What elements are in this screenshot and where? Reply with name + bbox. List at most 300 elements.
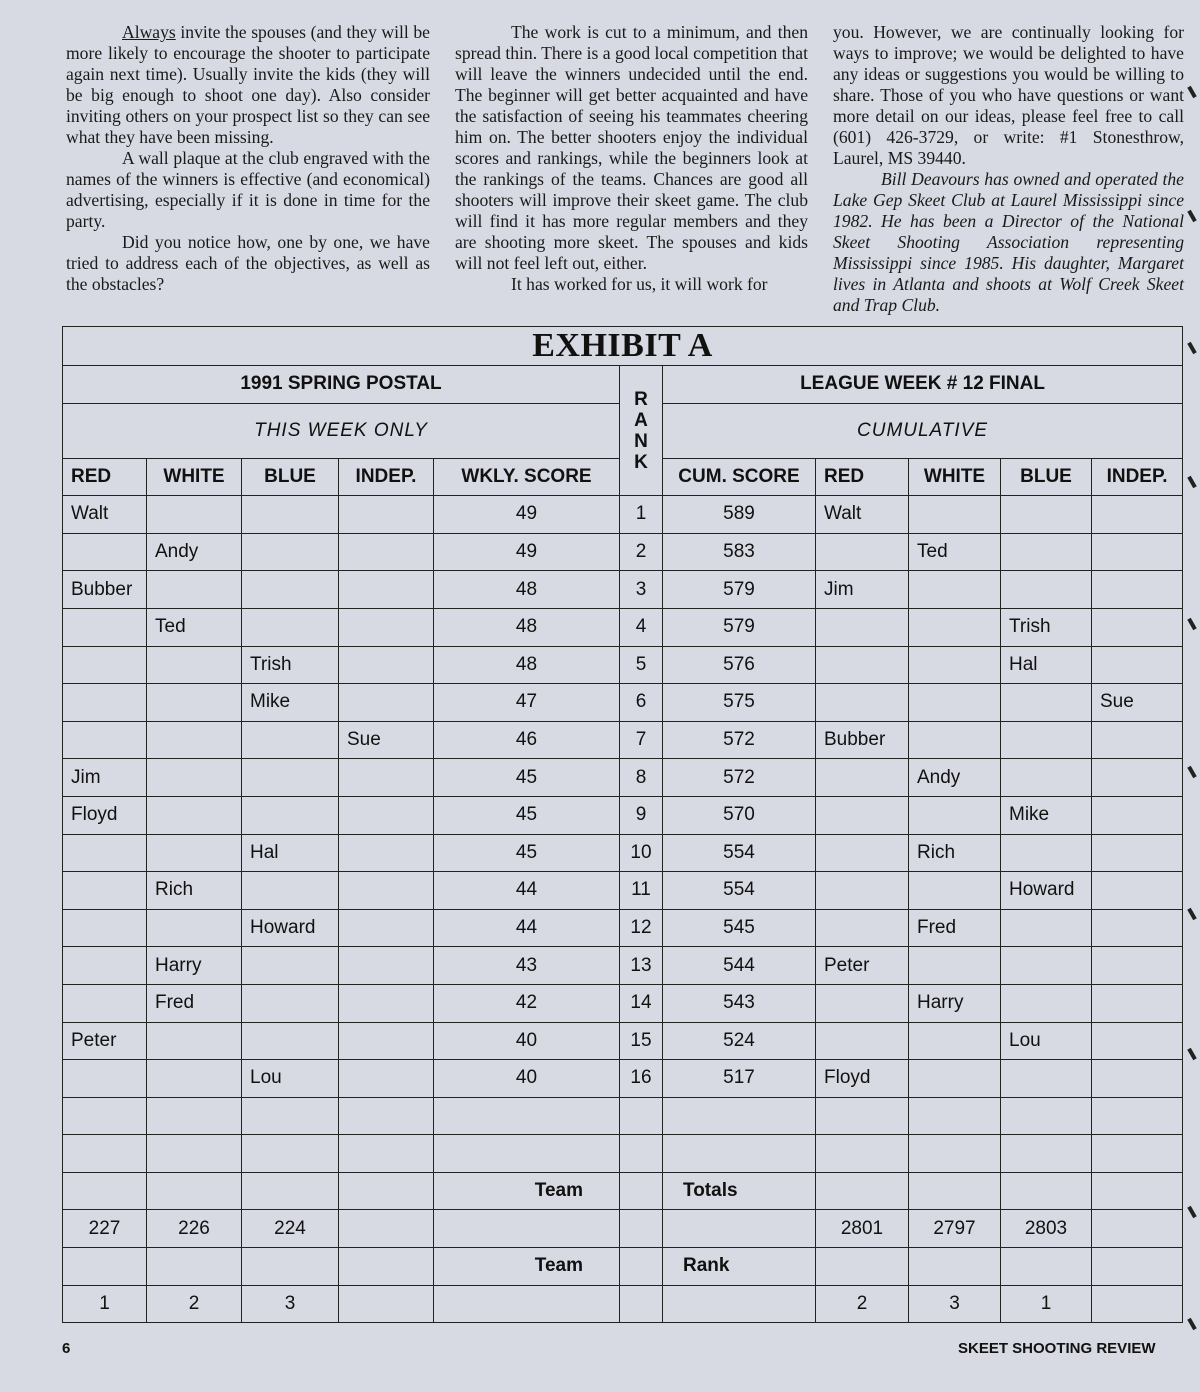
table-cell: Walt: [816, 496, 909, 534]
table-cell: Ted: [147, 608, 242, 646]
table-row: [63, 984, 1183, 1022]
team-value: 1: [1001, 1285, 1092, 1323]
table-cell: [909, 1135, 1001, 1173]
table-cell: [1092, 1285, 1183, 1323]
table-cell: [1001, 834, 1092, 872]
table-cell: [242, 608, 339, 646]
table-cell: [1001, 721, 1092, 759]
table-cell: [63, 1135, 147, 1173]
table-cell: [1092, 872, 1183, 910]
binding-mark: [1187, 1318, 1196, 1330]
table-cell: [1092, 496, 1183, 534]
table-row: [63, 533, 1183, 571]
table-cell: [339, 984, 434, 1022]
table-cell: [339, 1248, 434, 1286]
table-cell: [620, 1248, 663, 1286]
table-cell: [242, 796, 339, 834]
table-cell: [339, 947, 434, 985]
table-cell: [63, 684, 147, 722]
table-cell: Harry: [909, 984, 1001, 1022]
table-cell: [816, 533, 909, 571]
table-cell: [147, 646, 242, 684]
table-cell: Mike: [242, 684, 339, 722]
rank-letter: R: [634, 388, 648, 410]
table-cell: Bubber: [63, 571, 147, 609]
table-row: [63, 684, 1183, 722]
table-cell: Jim: [816, 571, 909, 609]
table-cell: Peter: [63, 1022, 147, 1060]
column-header: WHITE: [909, 458, 1001, 496]
table-cell: 3: [620, 571, 663, 609]
table-cell: Hal: [1001, 646, 1092, 684]
team-label: Team: [434, 1248, 620, 1286]
table-cell: [909, 1060, 1001, 1098]
table-cell: Sue: [1092, 684, 1183, 722]
table-row: [63, 909, 1183, 947]
table-cell: [620, 1135, 663, 1173]
table-cell: 579: [663, 571, 816, 609]
table-cell: [1092, 1248, 1183, 1286]
table-cell: Andy: [909, 759, 1001, 797]
table-cell: Floyd: [816, 1060, 909, 1098]
table-cell: [816, 834, 909, 872]
table-cell: [1092, 1022, 1183, 1060]
table-cell: [663, 1097, 816, 1135]
column-header: BLUE: [1001, 458, 1092, 496]
table-cell: [339, 1097, 434, 1135]
team-value: 224: [242, 1210, 339, 1248]
table-cell: [909, 1248, 1001, 1286]
section-title-row: [63, 366, 1183, 404]
table-cell: 15: [620, 1022, 663, 1060]
table-cell: [339, 834, 434, 872]
table-cell: [147, 759, 242, 797]
binding-mark: [1187, 1048, 1196, 1060]
table-cell: Lou: [1001, 1022, 1092, 1060]
table-cell: [1092, 608, 1183, 646]
page-number: 6: [62, 1340, 71, 1357]
exhibit-title-row: [63, 327, 1183, 366]
table-cell: [434, 1135, 620, 1173]
table-cell: [909, 1022, 1001, 1060]
table-cell: Andy: [147, 533, 242, 571]
table-cell: Floyd: [63, 796, 147, 834]
table-cell: Harry: [147, 947, 242, 985]
table-cell: [1092, 909, 1183, 947]
table-cell: [816, 759, 909, 797]
team-value: 2: [147, 1285, 242, 1323]
table-cell: [1001, 1135, 1092, 1173]
table-cell: [63, 646, 147, 684]
exhibit-table: [62, 326, 1183, 1323]
table-cell: [242, 1248, 339, 1286]
table-cell: [339, 796, 434, 834]
table-cell: [816, 684, 909, 722]
table-row: [63, 646, 1183, 684]
table-cell: [339, 646, 434, 684]
left-subtitle: THIS WEEK ONLY: [63, 403, 620, 458]
article-column-3: [833, 22, 1184, 316]
table-cell: [339, 1135, 434, 1173]
binding-mark: [1187, 618, 1196, 630]
column-header: INDEP.: [1092, 458, 1183, 496]
table-cell: Peter: [816, 947, 909, 985]
table-cell: Mike: [1001, 796, 1092, 834]
table-cell: [1092, 1097, 1183, 1135]
table-row: [63, 1022, 1183, 1060]
table-cell: 554: [663, 834, 816, 872]
table-cell: [63, 947, 147, 985]
table-cell: [816, 872, 909, 910]
team-value: 2: [816, 1285, 909, 1323]
table-cell: [242, 571, 339, 609]
table-cell: [434, 1097, 620, 1135]
table-cell: Howard: [242, 909, 339, 947]
paragraph: A wall plaque at the club engraved with the names of the winners is effective (and economical) advertising, especially if it is done in time for the party.: [66, 148, 430, 231]
binding-mark: [1187, 476, 1196, 488]
table-cell: [1092, 834, 1183, 872]
table-cell: 40: [434, 1022, 620, 1060]
table-cell: [909, 684, 1001, 722]
table-cell: 1: [620, 496, 663, 534]
paragraph: It has worked for us, it will work for: [511, 274, 768, 294]
table-cell: [147, 571, 242, 609]
table-cell: [242, 533, 339, 571]
table-cell: [909, 646, 1001, 684]
table-cell: 44: [434, 872, 620, 910]
table-cell: [1092, 947, 1183, 985]
table-cell: [63, 1097, 147, 1135]
team-totals: [63, 1172, 1183, 1210]
table-cell: 517: [663, 1060, 816, 1098]
table-cell: [242, 496, 339, 534]
table-cell: 45: [434, 796, 620, 834]
table-cell: [434, 1210, 620, 1248]
team-rank-values: [63, 1285, 1183, 1323]
table-cell: [63, 872, 147, 910]
column-header: WKLY. SCORE: [434, 458, 620, 496]
article-column-1: [66, 22, 430, 295]
team-value: 3: [909, 1285, 1001, 1323]
table-cell: [242, 984, 339, 1022]
table-cell: [147, 909, 242, 947]
table-cell: 7: [620, 721, 663, 759]
table-cell: [909, 947, 1001, 985]
table-cell: [339, 684, 434, 722]
table-cell: [147, 1248, 242, 1286]
table-cell: 579: [663, 608, 816, 646]
empty-row: [63, 1097, 1183, 1135]
team-value: 2797: [909, 1210, 1001, 1248]
table-cell: [816, 1135, 909, 1173]
table-cell: [620, 1097, 663, 1135]
table-cell: [339, 759, 434, 797]
table-cell: [63, 1060, 147, 1098]
table-cell: 583: [663, 533, 816, 571]
team-rank-label: Rank: [663, 1248, 816, 1286]
table-cell: [147, 1172, 242, 1210]
team-value: 2801: [816, 1210, 909, 1248]
team-label: Team: [434, 1172, 620, 1210]
table-cell: [816, 1248, 909, 1286]
table-cell: [242, 1135, 339, 1173]
table-cell: [1001, 1060, 1092, 1098]
table-cell: 4: [620, 608, 663, 646]
table-cell: [1092, 759, 1183, 797]
table-cell: 48: [434, 608, 620, 646]
binding-mark: [1187, 1206, 1196, 1218]
table-cell: 49: [434, 533, 620, 571]
table-cell: [339, 1210, 434, 1248]
table-cell: 575: [663, 684, 816, 722]
table-cell: 589: [663, 496, 816, 534]
table-cell: [147, 684, 242, 722]
table-cell: 11: [620, 872, 663, 910]
table-cell: [63, 834, 147, 872]
rank-letter: N: [634, 430, 648, 452]
table-cell: [339, 1172, 434, 1210]
table-cell: [147, 1022, 242, 1060]
table-cell: Ted: [909, 533, 1001, 571]
table-cell: [1001, 1097, 1092, 1135]
column-header: RED: [63, 458, 147, 496]
team-totals-label: Totals: [663, 1172, 816, 1210]
table-cell: Hal: [242, 834, 339, 872]
table-cell: 545: [663, 909, 816, 947]
table-cell: [1092, 1172, 1183, 1210]
table-cell: [147, 1097, 242, 1135]
table-cell: [63, 608, 147, 646]
table-cell: [339, 533, 434, 571]
table-cell: [1001, 533, 1092, 571]
table-cell: 6: [620, 684, 663, 722]
table-cell: [909, 796, 1001, 834]
table-row: [63, 796, 1183, 834]
paragraph: you. However, we are continually looking for ways to improve; we would be delighted to have any ideas or suggestions you would be willing to share. Those of you who have questions or want more detail on our ideas, please feel free to call (601) 426-3729, or write: #1 Stonesthrow, Laurel, MS 39440.: [833, 22, 1184, 168]
team-rank: [63, 1248, 1183, 1286]
table-row: [63, 721, 1183, 759]
table-cell: Rich: [147, 872, 242, 910]
paragraph: Did you notice how, one by one, we have tried to address each of the objectives, as well as the obstacles?: [66, 232, 430, 294]
table-cell: 12: [620, 909, 663, 947]
table-cell: 570: [663, 796, 816, 834]
table-cell: 14: [620, 984, 663, 1022]
table-cell: Jim: [63, 759, 147, 797]
table-cell: [1092, 533, 1183, 571]
table-cell: [909, 496, 1001, 534]
table-cell: [1001, 759, 1092, 797]
column-header: BLUE: [242, 458, 339, 496]
table-cell: [1092, 796, 1183, 834]
table-cell: [816, 608, 909, 646]
author-bio: Bill Deavours has owned and operated the Lake Gep Skeet Club at Laurel Mississippi since 1982. He has been a Director of the National Skeet Shooting Association representing Mississippi since 1985. His daughter, Margaret lives in Atlanta and shoots at Wolf Creek Skeet and Trap Club.: [833, 169, 1184, 315]
table-cell: [816, 984, 909, 1022]
column-header: RED: [816, 458, 909, 496]
table-cell: [339, 872, 434, 910]
table-cell: 8: [620, 759, 663, 797]
table-row: [63, 496, 1183, 534]
table-cell: [63, 721, 147, 759]
paragraph: The work is cut to a minimum, and then spread thin. There is a good local competition that will leave the winners undecided until the end. The beginner will get better acquainted and have the satisfaction of seeing his teammates cheering him on. The better shooters enjoy the individual scores and rankings, while the beginners look at the rankings of the teams. Chances are good all shooters will improve their skeet game. The club will find it has more regular members and they are shooting more skeet. The spouses and kids will not feel left out, either.: [455, 22, 808, 273]
table-cell: [909, 872, 1001, 910]
table-row: [63, 834, 1183, 872]
table-cell: 45: [434, 759, 620, 797]
table-cell: [339, 909, 434, 947]
table-cell: 49: [434, 496, 620, 534]
table-cell: 572: [663, 721, 816, 759]
table-cell: [242, 947, 339, 985]
table-cell: 44: [434, 909, 620, 947]
table-cell: 10: [620, 834, 663, 872]
table-cell: 13: [620, 947, 663, 985]
table-cell: [909, 1097, 1001, 1135]
table-cell: 544: [663, 947, 816, 985]
table-cell: 572: [663, 759, 816, 797]
rank-column-header: [620, 366, 663, 496]
binding-mark: [1187, 342, 1196, 354]
table-cell: [620, 1210, 663, 1248]
magazine-name: SKEET SHOOTING REVIEW: [958, 1340, 1156, 1357]
table-cell: Fred: [147, 984, 242, 1022]
team-value: 226: [147, 1210, 242, 1248]
table-cell: [147, 834, 242, 872]
team-value: 3: [242, 1285, 339, 1323]
paragraph: [66, 22, 430, 148]
team-value: 227: [63, 1210, 147, 1248]
table-cell: [63, 984, 147, 1022]
table-cell: [1092, 1210, 1183, 1248]
table-cell: [63, 909, 147, 947]
table-cell: [242, 872, 339, 910]
table-cell: [147, 1060, 242, 1098]
right-subtitle: CUMULATIVE: [663, 403, 1183, 458]
table-cell: 554: [663, 872, 816, 910]
table-cell: [147, 496, 242, 534]
table-cell: [1001, 684, 1092, 722]
table-cell: [909, 721, 1001, 759]
table-cell: [663, 1135, 816, 1173]
table-cell: Howard: [1001, 872, 1092, 910]
table-cell: [663, 1210, 816, 1248]
table-cell: [620, 1172, 663, 1210]
table-cell: 47: [434, 684, 620, 722]
table-cell: [1001, 1248, 1092, 1286]
article-column-2: [455, 22, 808, 295]
table-cell: [339, 571, 434, 609]
binding-mark: [1187, 86, 1196, 98]
left-section-title: 1991 SPRING POSTAL: [63, 366, 620, 404]
team-value: 1: [63, 1285, 147, 1323]
table-cell: [242, 1172, 339, 1210]
team-totals-values: [63, 1210, 1183, 1248]
table-cell: [1092, 646, 1183, 684]
paragraph-text: invite the spouses (and they will be more likely to encourage the shooter to participate again next time). Usually invite the kids (they will be big enough to shoot one day). Also consider inviting others on your prospect list so they can see what they have been missing.: [66, 22, 430, 147]
table-cell: [339, 496, 434, 534]
table-cell: [63, 1248, 147, 1286]
empty-row: [63, 1135, 1183, 1173]
table-cell: [1001, 947, 1092, 985]
table-row: [63, 608, 1183, 646]
table-cell: [147, 796, 242, 834]
table-cell: [1092, 984, 1183, 1022]
table-cell: [1092, 1060, 1183, 1098]
table-cell: [63, 533, 147, 571]
table-row: [63, 759, 1183, 797]
table-cell: Fred: [909, 909, 1001, 947]
table-cell: 16: [620, 1060, 663, 1098]
table-cell: 9: [620, 796, 663, 834]
table-cell: 48: [434, 646, 620, 684]
table-cell: 5: [620, 646, 663, 684]
table-cell: [1092, 721, 1183, 759]
table-cell: 42: [434, 984, 620, 1022]
table-cell: [339, 608, 434, 646]
table-cell: [1001, 909, 1092, 947]
table-cell: 576: [663, 646, 816, 684]
table-cell: [816, 1097, 909, 1135]
table-cell: Trish: [242, 646, 339, 684]
rank-letter: A: [634, 409, 648, 431]
table-cell: 40: [434, 1060, 620, 1098]
table-cell: 524: [663, 1022, 816, 1060]
table-cell: Trish: [1001, 608, 1092, 646]
table-cell: [1001, 496, 1092, 534]
team-value: 2803: [1001, 1210, 1092, 1248]
column-header: CUM. SCORE: [663, 458, 816, 496]
binding-mark: [1187, 210, 1196, 222]
table-cell: [147, 721, 242, 759]
table-row: [63, 872, 1183, 910]
table-cell: 48: [434, 571, 620, 609]
table-cell: [242, 1097, 339, 1135]
binding-mark: [1187, 908, 1196, 920]
table-cell: [816, 796, 909, 834]
underlined-word: Always: [122, 22, 176, 42]
table-cell: [63, 1172, 147, 1210]
table-cell: [1001, 984, 1092, 1022]
rank-letter: K: [634, 451, 648, 473]
table-cell: [434, 1285, 620, 1323]
binding-mark: [1187, 766, 1196, 778]
table-cell: [1092, 571, 1183, 609]
table-cell: Rich: [909, 834, 1001, 872]
table-cell: [242, 721, 339, 759]
table-cell: [1092, 1135, 1183, 1173]
table-cell: [909, 1172, 1001, 1210]
table-cell: 543: [663, 984, 816, 1022]
table-cell: [816, 1172, 909, 1210]
table-row: [63, 571, 1183, 609]
table-cell: Lou: [242, 1060, 339, 1098]
table-cell: [339, 1022, 434, 1060]
table-cell: [620, 1285, 663, 1323]
table-cell: [909, 571, 1001, 609]
table-cell: [816, 646, 909, 684]
table-cell: Walt: [63, 496, 147, 534]
table-cell: [339, 1285, 434, 1323]
table-cell: [816, 1022, 909, 1060]
table-cell: 45: [434, 834, 620, 872]
column-header: WHITE: [147, 458, 242, 496]
table-row: [63, 1060, 1183, 1098]
table-cell: [909, 608, 1001, 646]
table-cell: [339, 1060, 434, 1098]
right-section-title: LEAGUE WEEK # 12 FINAL: [663, 366, 1183, 404]
table-cell: [1001, 571, 1092, 609]
table-cell: Sue: [339, 721, 434, 759]
table-cell: [816, 909, 909, 947]
table-cell: 2: [620, 533, 663, 571]
